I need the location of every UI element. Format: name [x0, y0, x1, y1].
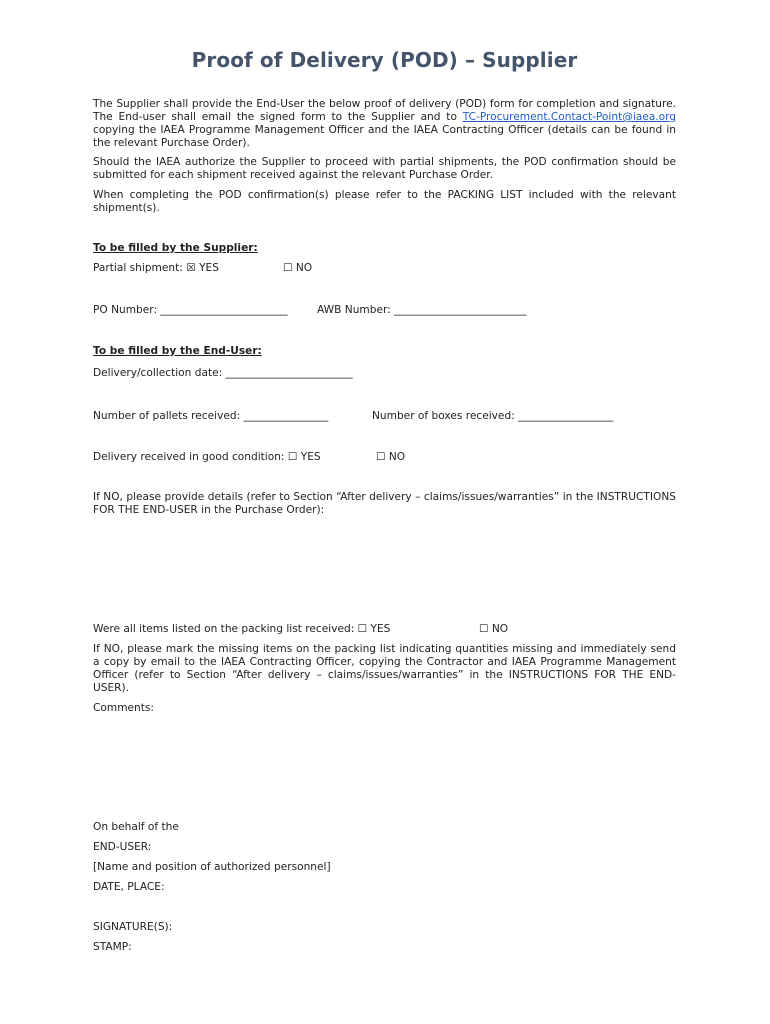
all-items-received-yes[interactable]: Were all items listed on the packing list received: ☐ YES — [93, 623, 391, 635]
on-behalf-label: On behalf of the — [93, 821, 179, 833]
all-items-received-no[interactable]: ☐ NO — [479, 623, 509, 635]
stamp-label: STAMP: — [93, 941, 132, 953]
if-no-details-text: If NO, please provide details (refer to Section “After delivery – claims/issues/warranties” in the INSTRUCTIONS FOR THE END-USER in the Purchase Order): — [93, 491, 676, 516]
name-position-label: [Name and position of authorized personnel] — [93, 861, 331, 873]
awb-number-field[interactable]: AWB Number: _________________________ — [317, 304, 527, 316]
enduser-section-heading: To be filled by the End-User: — [93, 345, 262, 357]
boxes-received-field[interactable]: Number of boxes received: __________________ — [372, 410, 614, 422]
page-title: Proof of Delivery (POD) – Supplier — [191, 48, 578, 72]
procurement-email-link[interactable]: TC-Procurement.Contact-Point@iaea.org — [462, 111, 676, 123]
supplier-section-heading: To be filled by the Supplier: — [93, 242, 258, 254]
intro-paragraph-3: When completing the POD confirmation(s) please refer to the PACKING LIST included with the relevant shipment(s). — [93, 189, 676, 214]
intro-paragraph-2: Should the IAEA authorize the Supplier to proceed with partial shipments, the POD confirmation should be submitted for each shipment received against the relevant Purchase Order. — [93, 156, 676, 181]
partial-shipment-yes[interactable]: Partial shipment: ☒ YES — [93, 262, 219, 274]
date-place-label: DATE, PLACE: — [93, 881, 165, 893]
intro-text-after-link: copying the IAEA Programme Management Officer and the IAEA Contracting Officer (details can be found in the relevant Purchase Order). — [93, 124, 676, 149]
pallets-received-field[interactable]: Number of pallets received: ________________ — [93, 410, 329, 422]
end-user-label: END-USER: — [93, 841, 152, 853]
good-condition-no[interactable]: ☐ NO — [376, 451, 406, 463]
if-no-missing-items-text: If NO, please mark the missing items on the packing list indicating quantities missing and immediately send a copy by email to the IAEA Contracting Officer, copying the Contractor and IAEA Programme Management Officer (refer to Section “After delivery – claims/issues/warranties” in the INSTRUCTIONS FOR THE END-USER). — [93, 643, 676, 694]
signatures-label: SIGNATURE(S): — [93, 921, 173, 933]
intro-paragraph-1 — [93, 98, 676, 150]
comments-label: Comments: — [93, 702, 154, 714]
delivery-date-field[interactable]: Delivery/collection date: ________________________ — [93, 367, 353, 379]
good-condition-yes[interactable]: Delivery received in good condition: ☐ YES — [93, 451, 321, 463]
intro-text-before-link: The Supplier shall provide the End-User the below proof of delivery (POD) form for completion and signature. The End-user shall email the signed form to the Supplier and to — [93, 98, 676, 123]
partial-shipment-no[interactable]: ☐ NO — [283, 262, 313, 274]
po-number-field[interactable]: PO Number: ________________________ — [93, 304, 288, 316]
